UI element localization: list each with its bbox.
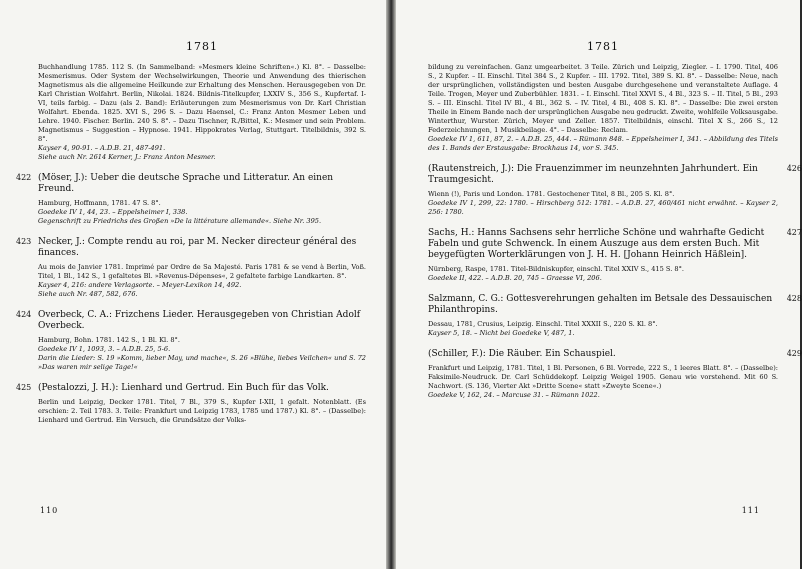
entry-note: Gegenschrift zu Friedrichs des Großen »De la littérature allemande«. Siehe Nr. 395. [38, 217, 322, 225]
entry-428 [428, 294, 802, 338]
intro-paragraph: bildung zu vereinfachen. Ganz umgearbeitet. 3 Teile. Zürich und Leipzig, Ziegler. – I. 1790. Titel, 406 S., 2 Kupfer. – II. Einschl. Titel 384 S., 2 Kupfer. – III. 1792. Titel, 389 S. Kl. 8°. – Dasselbe: Neue, nach der ursprünglichen, vollständigsten und besten Ausgabe durchgesehene und veranstaltete Auflage. 4 Teile. Trogen, Meyer und Zuberbühler. 1831. – I. Einschl. Titel XXVI S., 4 Bl., 323 S. – II. Titel, 5 Bl., 293 S. – III. Einschl. Titel IV Bl., 4 Bl., 362 S. – IV. Titel, 4 Bl., 408 S. Kl. 8°. – Dasselbe: Die zwei ersten Theile in Einem Bande nach der ursprünglichen Ausgabe neu gedruckt. Zweite, wohlfeile Volksausgabe. Winterthur, Wurster. Zürich, Meyer und Zeller. 1857. Titelbildnis, einschl. Titel X S., 266 S., 12 Federzeichnungen, 1 Musikbeilage. 4°. – Dasselbe: Reclam. [428, 63, 778, 134]
reference-line: Kayser 4, 90-91. – A.D.B. 21, 487-491. [38, 144, 166, 152]
reference-line: Goedeke IV 1, 611, 87, 2. – A.D.B. 25, 444. – Rümann 848. – Eppelsheimer I, 341. – Abbildung des Titels des 1. Bands der Erstausgabe: Brockhaus 14, vor S. 345. [428, 135, 778, 152]
running-head-right: 1781 [587, 40, 619, 53]
entry-imprint: Hamburg, Hoffmann, 1781. 47 S. 8°. [38, 199, 161, 207]
entry-number: 424 [16, 310, 32, 319]
entry-imprint: Dessau, 1781, Crusius, Leipzig. Einschl. Titel XXXII S., 220 S. Kl. 8°. [428, 320, 658, 328]
entry-number: 422 [16, 173, 32, 182]
entry-imprint: Au mois de Janvier 1781. Imprimé par Ordre de Sa Majesté. Paris 1781 & se vend à Berlin, Voß. Titel, 1 Bl., 142 S., 1 gefaltetes Bl. »Revenus-Dépenses«, 2 gefaltete farbige Landkarten. 8°. [38, 263, 366, 280]
entry-reference: Goedeke IV 1, 299, 22: 1780. – Hirschberg 512: 1781. – A.D.B. 27, 460/461 nicht erwähnt. – Kayser 2, 256: 1780. [428, 199, 778, 216]
page-number-right: 111 [741, 506, 760, 515]
entry-429 [428, 349, 802, 400]
entry-425 [16, 383, 366, 425]
entry-number: 423 [16, 237, 32, 246]
entry-note: Siehe auch Nr. 487, 582, 676. [38, 290, 138, 298]
entry-424 [16, 310, 366, 372]
entry-reference: Kayser 5, 18. – Nicht bei Goedeke V, 487, 1. [428, 329, 575, 337]
entry-423 [16, 237, 366, 299]
entry-imprint: Frankfurt und Leipzig, 1781. Titel, 1 Bl. Personen, 6 Bl. Vorrede, 222 S., 1 leeres Blatt. 8°. – (Dasselbe): Faksimile-Neudruck. Dr. Carl Schüddekopf. Leipzig Weigel 1905. Genau wie vorstehend. Mit 60 S. Nachwort. (S. 136, Vierter Akt »Dritte Scene« statt »Zweyte Scene«.) [428, 364, 778, 390]
right-page [394, 0, 800, 569]
entry-heading: Sachs, H.: Hanns Sachsens sehr herrliche Schöne und wahrhafte Gedicht Fabeln und gute Schwenck. In einem Auszuge aus dem ersten Buch. Mit beygefügten Worterklärungen von J. H. H. [Johann Heinrich Häßlein]. [428, 228, 765, 260]
entry-reference: Goedeke V, 162, 24. – Marcuse 31. – Rümann 1022. [428, 391, 600, 399]
entry-heading: (Möser, J.): Ueber die deutsche Sprache und Litteratur. An einen Freund. [38, 173, 334, 194]
entry-number: 427 [786, 228, 802, 237]
entry-422 [16, 173, 366, 226]
left-page [0, 0, 388, 569]
entry-reference: Goedeke IV 1, 44, 23. – Eppelsheimer I, 338. [38, 208, 188, 216]
entry-note: Darin die Lieder: S. 19 »Komm, lieber May, und mache«, S. 26 »Blühe, liebes Veilchen« und S. 72 »Das waren mir selige Tage!« [38, 354, 366, 371]
entry-imprint: Wienn (!), Paris und London. 1781. Gestochener Titel, 8 Bl., 205 S. Kl. 8°. [428, 190, 675, 198]
entry-reference: Goedeke IV 1, 1093, 3. – A.D.B. 25, 5-6. [38, 345, 171, 353]
book-gutter [386, 0, 396, 569]
entry-number: 426 [786, 164, 802, 173]
entry-imprint: Berlin und Leipzig, Decker 1781. Titel, 7 Bl., 379 S., Kupfer I-XII, 1 gefalt. Notenblatt. (Es erschien: 2. Teil 1783. 3. Teile: Frankfurt und Leipzig 1783, 1785 und 1787.) Kl. 8°. – (Dasselbe): Lienhard und Gertrud. Ein Versuch, die Grundsätze der Volks- [38, 398, 366, 424]
entry-reference: Goedeke II, 422. – A.D.B. 20, 745 – Graesse VI, 206. [428, 274, 602, 282]
entry-heading: Overbeck, C. A.: Frizchens Lieder. Herausgegeben von Christian Adolf Overbeck. [38, 310, 361, 331]
entry-heading: Salzmann, C. G.: Gottesverehrungen gehalten im Betsale des Dessauischen Philanthropins. [428, 294, 773, 315]
entry-heading: (Schiller, F.): Die Räuber. Ein Schauspiel. [428, 349, 616, 359]
entry-427 [428, 228, 802, 283]
intro-paragraph: Buchhandlung 1785. 112 S. (In Sammelband: »Mesmers kleine Schriften«.) Kl. 8°. – Dasselbe: Mesmerismus. Oder System der Wechselwirkungen, Theorie und Anwendung des thierischen Magnetismus als die allgemeine Heilkunde zur Erhaltung des Menschen. Herausgegeben von Dr. Karl Christian Wolfahrt. Berlin, Nikolai. 1824. Bildnis-Titelkupfer, LXXIV S., 356 S., Kupfertaf. I-VI, teils farbig. – Dazu (als 2. Band): Erläuterungen zum Mesmerismus von Dr. Karl Christian Wolfahrt. Ebenda. 1825. XVI S., 296 S. – Dazu Haensel, C.: Franz Anton Mesmer Leben und Lehre. 1940. Fischer. Berlin. 240 S. 8°. – Dazu Tischner, R./Bittel, K.: Mesmer und sein Problem. Magnetismus – Suggestion – Hypnose. 1941. Hippokrates Verlag, Stuttgart. Titelbildnis, 392 S. 8°. [38, 63, 366, 143]
running-head-left: 1781 [186, 40, 218, 53]
entry-heading: (Rautenstreich, J.): Die Frauenzimmer im neunzehnten Jahrhundert. Ein Traumgesicht. [428, 164, 758, 185]
entry-imprint: Hamburg, Bohn. 1781. 142 S., 1 Bl. Kl. 8°. [38, 336, 180, 344]
entry-number: 425 [16, 383, 32, 392]
entry-reference: Kayser 4, 216: andere Verlagsorte. – Meyer-Lexikon 14, 492. [38, 281, 242, 289]
entry-number: 428 [786, 294, 802, 303]
entry-heading: (Pestalozzi, J. H.): Lienhard und Gertrud. Ein Buch für das Volk. [38, 383, 329, 393]
entry-426 [428, 164, 802, 217]
entry-number: 429 [786, 349, 802, 358]
reference-line: Siehe auch Nr. 2614 Kerner, J.: Franz Anton Mesmer. [38, 153, 216, 161]
entry-imprint: Nürnberg, Raspe, 1781. Titel-Bildniskupfer, einschl. Titel XXIV S., 415 S. 8°. [428, 265, 684, 273]
entry-heading: Necker, J.: Compte rendu au roi, par M. Necker directeur général des finances. [38, 237, 357, 258]
page-number-left: 110 [40, 506, 59, 515]
